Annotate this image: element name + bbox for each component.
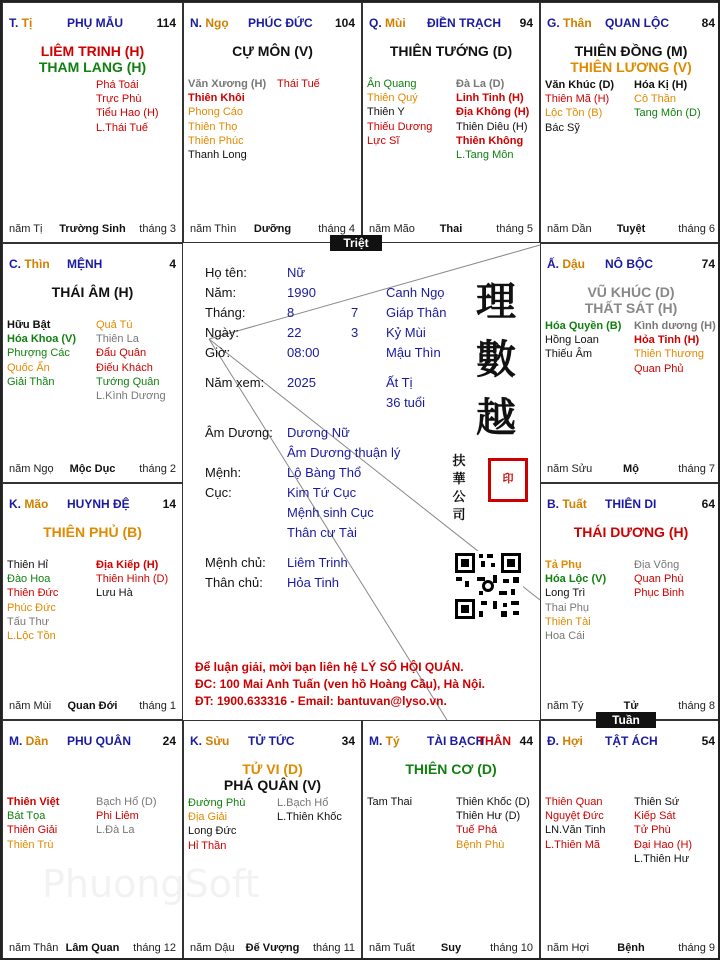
palace-number: 4 xyxy=(169,257,176,271)
footer-phase: Trường Sinh xyxy=(59,223,126,235)
minor-star: Thiên Y xyxy=(367,106,405,119)
minor-star: Phúc Đức xyxy=(7,601,56,614)
footer-year: năm Hợi xyxy=(547,942,590,954)
minor-star: L.Thiên Hư xyxy=(634,852,690,865)
footer-phase: Mộ xyxy=(623,463,639,475)
main-star: THIÊN ĐỒNG (M) xyxy=(574,43,688,59)
footer-month: tháng 1 xyxy=(139,700,176,712)
footer-phase: Bệnh xyxy=(617,942,645,954)
menh-chu-value: Liêm Trinh xyxy=(287,555,348,570)
footer-phase: Suy xyxy=(440,942,462,954)
minor-star: Quả Tú xyxy=(96,319,133,331)
minor-star: Thiên Hình (D) xyxy=(96,573,169,586)
palace-branch: Q. Mùi xyxy=(369,16,406,30)
minor-star: Bát Tọa xyxy=(7,810,46,823)
minor-star: Long Trì xyxy=(545,587,586,600)
nam-label: Năm: xyxy=(205,285,237,300)
palace-name: HUYNH ĐỆ xyxy=(67,497,130,511)
cuc-note-2: Thân cư Tài xyxy=(287,525,357,540)
vertical-signature xyxy=(451,453,467,525)
palace-branch: G. Thân xyxy=(547,16,592,30)
palace-branch: C. Thìn xyxy=(9,257,50,271)
footer-month: tháng 8 xyxy=(678,700,715,712)
contact-line-2: ĐC: 100 Mai Anh Tuấn (ven hồ Hoàng Cầu), Hà Nội. xyxy=(195,677,486,691)
footer-phase: Tuyệt xyxy=(616,223,646,235)
minor-star: Thiên Việt xyxy=(7,796,60,808)
minor-star: Bạch Hổ (D) xyxy=(96,796,157,808)
minor-star: Quan Phủ xyxy=(634,362,684,375)
footer-month: tháng 4 xyxy=(318,223,355,235)
minor-star: Quan Phù xyxy=(634,573,684,586)
footer-month: tháng 2 xyxy=(139,463,176,475)
signature-char: 華 xyxy=(452,472,466,487)
footer-year: năm Dậu xyxy=(190,942,235,954)
contact-line-3[interactable]: ĐT: 1900.633316 - Email: bantuvan@lyso.vn. xyxy=(195,694,447,708)
palace-branch: N. Ngọ xyxy=(190,16,229,30)
calligraphy-char: 理 xyxy=(476,278,516,325)
calligraphy-char: 數 xyxy=(476,336,516,383)
minor-star: Hóa Lộc (V) xyxy=(545,573,607,586)
palace-number: 64 xyxy=(701,497,715,511)
minor-star: L.Tang Môn xyxy=(456,148,514,161)
minor-star: Tấu Thư xyxy=(7,615,50,628)
minor-star: Đường Phù xyxy=(188,797,246,809)
palace-number: 54 xyxy=(701,734,715,748)
minor-star: Lực Sĩ xyxy=(367,134,400,147)
am-duong-value: Dương Nữ xyxy=(287,425,350,440)
minor-star: Trực Phù xyxy=(96,93,142,106)
main-star: THIÊN PHỦ (B) xyxy=(43,524,142,540)
minor-star: L.Đà La xyxy=(96,824,135,837)
tuan-marker: Tuần xyxy=(596,712,656,728)
footer-year: năm Mùi xyxy=(9,700,52,712)
footer-month: tháng 11 xyxy=(312,942,355,954)
main-star: THIÊN LƯƠNG (V) xyxy=(570,59,692,75)
palace-name: ĐIỀN TRẠCH xyxy=(427,16,501,30)
palace-number: 74 xyxy=(701,257,715,271)
cuc-note-1: Mệnh sinh Cục xyxy=(287,505,374,520)
minor-star: Đà La (D) xyxy=(456,78,505,90)
palace-number: 114 xyxy=(156,16,176,30)
main-star: PHÁ QUÂN (V) xyxy=(223,777,322,793)
minor-star: Thiên Khôi xyxy=(188,92,245,105)
minor-star: Hóa Khoa (V) xyxy=(7,333,77,346)
main-star: TỬ VI (D) xyxy=(242,761,303,777)
palace-branch: B. Tuất xyxy=(547,497,587,511)
palace-name: QUAN LỘC xyxy=(605,16,669,30)
minor-star: Thanh Long xyxy=(188,148,247,161)
nam-xem-can-chi: Ất Tị xyxy=(386,375,413,390)
signature-char: 司 xyxy=(452,508,466,523)
minor-star: Thiên Khốc (D) xyxy=(456,796,530,808)
minor-star: Thiên Hư (D) xyxy=(456,810,521,823)
minor-star: Thiếu Dương xyxy=(367,120,433,133)
minor-star: Thiên Hỉ xyxy=(7,559,48,571)
ngay-can-chi: Kỷ Mùi xyxy=(386,325,426,340)
thang-label: Tháng: xyxy=(205,305,246,320)
minor-star: Tả Phụ xyxy=(545,559,582,571)
minor-star: Thiên Quý xyxy=(367,92,418,105)
minor-star: Tam Thai xyxy=(367,796,413,808)
palace-number: 44 xyxy=(519,734,533,748)
minor-star: Thiên Diêu (H) xyxy=(456,120,528,133)
than-chu-label: Thân chủ: xyxy=(205,575,263,590)
minor-star: Tướng Quân xyxy=(96,375,160,388)
minor-star: Hóa Quyền (B) xyxy=(545,320,622,332)
footer-year: năm Thìn xyxy=(190,223,237,235)
footer-month: tháng 3 xyxy=(139,223,176,235)
red-seal-stamp: 印 xyxy=(488,458,528,502)
tuoi-value: 36 tuổi xyxy=(386,395,426,410)
contact-line-1: Để luận giải, mời bạn liên hệ LÝ SỐ HỘI QUÁN. xyxy=(195,660,464,674)
triet-marker: Triệt xyxy=(330,235,382,251)
cuc-label: Cục: xyxy=(205,485,232,500)
minor-star: Lộc Tồn (B) xyxy=(545,107,603,120)
palace-name: PHU QUÂN xyxy=(67,734,132,748)
palace-branch: M. Tý xyxy=(369,734,400,748)
minor-star: Thiên Tài xyxy=(545,615,591,628)
minor-star: Long Đức xyxy=(188,825,237,838)
minor-star: Thiên Đức xyxy=(7,587,59,600)
minor-star: Hóa Kị (H) xyxy=(634,79,688,91)
minor-star: Thai Phụ xyxy=(545,601,590,614)
minor-star: Thiên Quan xyxy=(545,796,603,808)
minor-star: Đại Hao (H) xyxy=(634,838,693,851)
minor-star: Quốc Ấn xyxy=(7,361,50,374)
minor-star: L.Kình Dương xyxy=(96,389,166,402)
minor-star: Thiên Phúc xyxy=(188,134,244,147)
minor-star: Phượng Các xyxy=(7,347,70,360)
minor-star: Nguyệt Đức xyxy=(545,810,604,823)
minor-star: Địa Kiếp (H) xyxy=(96,559,159,571)
calligraphy-logo xyxy=(466,273,526,447)
menh-label: Mệnh: xyxy=(205,465,242,480)
minor-star: Đào Hoa xyxy=(7,573,51,586)
cuc-value: Kim Tứ Cục xyxy=(287,485,357,500)
minor-star: Tử Phù xyxy=(634,824,671,837)
palace-name: TÀI BẠCH xyxy=(427,734,485,748)
minor-star: Bác Sỹ xyxy=(545,121,580,134)
footer-year: năm Mão xyxy=(369,223,415,235)
minor-star: L.Bạch Hổ xyxy=(277,797,329,809)
footer-phase: Quan Đới xyxy=(67,700,118,712)
minor-star: Hỉ Thần xyxy=(188,839,227,852)
minor-star: L.Thiên Mã xyxy=(545,838,601,851)
nam-xem-label: Năm xem: xyxy=(205,375,265,390)
minor-star: Tuế Phá xyxy=(456,824,498,837)
minor-star: Thiên Không xyxy=(456,134,524,147)
minor-star: Thiên Giải xyxy=(7,824,58,837)
menh-value: Lộ Bàng Thổ xyxy=(287,465,362,480)
footer-year: năm Thân xyxy=(9,942,59,954)
gio-can-chi: Mậu Thìn xyxy=(386,345,441,360)
footer-year: năm Tý xyxy=(547,700,584,712)
thang-value: 8 xyxy=(287,305,295,320)
main-star: THẤT SÁT (H) xyxy=(584,300,678,316)
minor-star: Thiên Thương xyxy=(634,348,705,361)
ngay-am-value: 3 xyxy=(351,325,359,340)
minor-star: Thiếu Âm xyxy=(545,348,593,361)
minor-star: Tang Môn (D) xyxy=(634,107,701,120)
minor-star: Kình dương (H) xyxy=(634,320,716,332)
footer-phase: Thai xyxy=(439,223,463,235)
minor-star: Hỏa Tinh (H) xyxy=(634,334,700,347)
palace-branch: Ấ. Dậu xyxy=(547,257,586,271)
minor-star: Thiên Thọ xyxy=(188,120,238,133)
minor-star: Thiên Sứ xyxy=(634,796,680,808)
minor-star: Điếu Khách xyxy=(96,361,153,374)
minor-star: Phong Cáo xyxy=(188,106,244,119)
thang-am-value: 7 xyxy=(351,305,359,320)
signature-char: 扶 xyxy=(452,454,466,469)
minor-star: Đẩu Quân xyxy=(96,347,147,360)
footer-month: tháng 6 xyxy=(678,223,715,235)
minor-star: Hồng Loan xyxy=(545,334,599,347)
main-star: VŨ KHÚC (D) xyxy=(587,284,675,300)
minor-star: Ân Quang xyxy=(367,78,417,90)
minor-star: Địa Không (H) xyxy=(456,106,530,119)
palace-branch: K. Sửu xyxy=(190,734,230,748)
footer-year: năm Tuất xyxy=(369,942,415,954)
menh-chu-label: Mệnh chủ: xyxy=(205,555,266,570)
palace-name: TỬ TỨC xyxy=(248,734,295,748)
minor-star: Địa Giải xyxy=(188,811,228,824)
palace-number: 104 xyxy=(334,16,355,30)
palace-number: 94 xyxy=(519,16,533,30)
minor-star: Thiên Trù xyxy=(7,838,54,851)
main-star: THIÊN CƠ (D) xyxy=(405,761,497,777)
minor-star: Phục Binh xyxy=(634,587,685,600)
footer-phase: Đế Vượng xyxy=(245,942,300,954)
footer-month: tháng 9 xyxy=(678,942,715,954)
palace-name: NÔ BỘC xyxy=(605,257,653,271)
footer-phase: Tử xyxy=(623,700,639,712)
palace-branch: T. Tị xyxy=(9,16,33,30)
ho-ten-label: Họ tên: xyxy=(205,265,247,280)
palace-number: 34 xyxy=(341,734,355,748)
palace-number: 24 xyxy=(162,734,176,748)
palace-name: MỆNH xyxy=(67,257,103,271)
minor-star: Thiên Mã (H) xyxy=(545,93,610,106)
minor-star: Hữu Bật xyxy=(7,319,51,331)
minor-star: Cô Thần xyxy=(634,93,676,106)
footer-year: năm Dần xyxy=(547,223,592,235)
minor-star: Phi Liêm xyxy=(96,810,139,823)
main-star: THIÊN TƯỚNG (D) xyxy=(389,43,513,59)
watermark: PhuongSoft xyxy=(42,862,260,906)
minor-star: Lưu Hà xyxy=(96,587,133,600)
nam-xem-value: 2025 xyxy=(287,375,316,390)
qr-code-icon[interactable] xyxy=(453,551,523,621)
footer-year: năm Sửu xyxy=(547,463,593,475)
footer-month: tháng 7 xyxy=(678,463,715,475)
palace-name: THIÊN DI xyxy=(605,497,657,511)
minor-star: Địa Võng xyxy=(634,559,680,571)
footer-phase: Dưỡng xyxy=(253,223,292,235)
minor-star: L.Thiên Khốc xyxy=(277,811,342,824)
palace-name: PHÚC ĐỨC xyxy=(248,16,313,30)
am-duong-note: Âm Dương thuận lý xyxy=(287,445,401,460)
am-duong-label: Âm Dương: xyxy=(205,425,273,440)
minor-star: Văn Khúc (D) xyxy=(545,79,615,91)
footer-month: tháng 10 xyxy=(490,942,533,954)
palace-name: TẬT ÁCH xyxy=(605,734,658,748)
than-marker: THÂN xyxy=(477,734,511,748)
calligraphy-char: 越 xyxy=(476,394,516,441)
minor-star: Kiếp Sát xyxy=(634,810,676,823)
minor-star: Bệnh Phù xyxy=(456,838,505,851)
footer-month: tháng 5 xyxy=(496,223,533,235)
minor-star: L.Lộc Tồn xyxy=(7,629,56,642)
minor-star: Giải Thần xyxy=(7,375,55,388)
main-star: THÁI ÂM (H) xyxy=(51,284,134,300)
minor-star: Phá Toái xyxy=(96,79,139,91)
than-chu-value: Hỏa Tinh xyxy=(287,575,340,590)
footer-phase: Lâm Quan xyxy=(65,942,120,954)
center-info-panel xyxy=(183,243,541,720)
gio-value: 08:00 xyxy=(287,345,320,360)
main-star: THAM LANG (H) xyxy=(38,59,147,75)
minor-star: Thái Tuế xyxy=(277,78,320,90)
footer-month: tháng 12 xyxy=(133,942,176,954)
footer-phase: Mộc Dục xyxy=(69,463,116,475)
main-star: THÁI DƯƠNG (H) xyxy=(573,524,689,540)
ho-ten-value: Nữ xyxy=(287,265,306,280)
thang-can-chi: Giáp Thân xyxy=(386,305,447,320)
ngay-value: 22 xyxy=(287,325,302,340)
palace-branch: K. Mão xyxy=(9,497,49,511)
nam-can-chi: Canh Ngọ xyxy=(386,285,445,300)
palace-number: 14 xyxy=(162,497,176,511)
palace-branch: Đ. Hợi xyxy=(547,734,583,748)
minor-star: Văn Xương (H) xyxy=(188,78,267,90)
minor-star: Tiểu Hao (H) xyxy=(96,107,159,120)
footer-year: năm Ngọ xyxy=(9,463,54,475)
palace-branch: M. Dần xyxy=(9,734,49,748)
main-star: CỰ MÔN (V) xyxy=(232,43,313,59)
gio-label: Giờ: xyxy=(205,345,231,360)
footer-year: năm Tị xyxy=(9,223,43,235)
minor-star: L.Thái Tuế xyxy=(96,121,148,134)
minor-star: Linh Tinh (H) xyxy=(456,92,524,105)
minor-star: Thiên La xyxy=(96,333,139,346)
palace-name: PHỤ MẪU xyxy=(67,16,123,30)
minor-star: LN.Văn Tinh xyxy=(545,824,606,837)
nam-value: 1990 xyxy=(287,285,316,300)
signature-char: 公 xyxy=(452,490,466,505)
main-star: LIÊM TRINH (H) xyxy=(40,43,145,59)
ngay-label: Ngày: xyxy=(205,325,239,340)
minor-star: Hoa Cái xyxy=(545,629,585,642)
palace-number: 84 xyxy=(701,16,715,30)
